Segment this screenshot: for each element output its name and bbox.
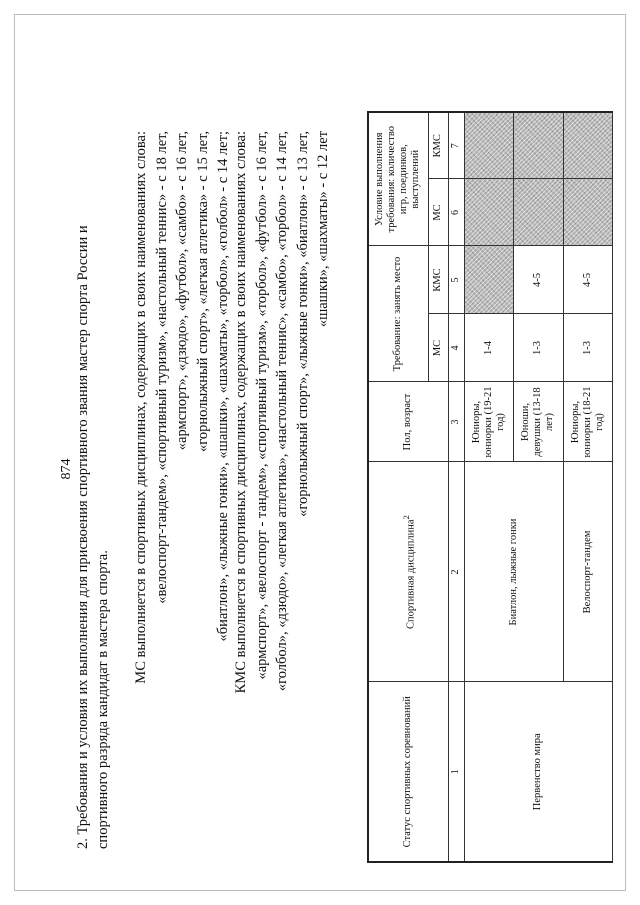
condition-ms-cell — [563, 179, 612, 246]
header-kms: КМС — [428, 246, 448, 314]
column-number: 3 — [448, 382, 464, 462]
header-place-requirement: Требование: занять место — [368, 246, 428, 382]
place-ms-cell: 1-4 — [464, 314, 513, 382]
kms-rule-line: «шашки», «шахматы» - с 12 лет — [315, 131, 331, 328]
header-discipline — [368, 462, 448, 682]
header-ms: МС — [428, 314, 448, 382]
gender-age-cell: Юниоры, юниорки (19-21 год) — [464, 382, 513, 462]
header-gender-age: Пол, возраст — [368, 382, 448, 462]
ms-rule-line: «велоспорт-тандем», «спортивный туризм», «настольный теннис» - с 18 лет, — [153, 131, 170, 604]
header-condition: Условие выполнения требования: количество игр, поединков, выступлений — [368, 112, 428, 246]
rotated-content — [55, 47, 615, 887]
discipline-cell: Велоспорт-тандем — [563, 462, 612, 682]
column-number: 2 — [448, 462, 464, 682]
gender-age-cell: Юноши, девушки (13-18 лет) — [514, 382, 563, 462]
kms-rule-line: КМС выполняется в спортивных дисциплинах, содержащих в своих наименованиях слова: — [233, 131, 249, 694]
ms-rule-line: «биатлон», «лыжные гонки», «шашки», «шахматы», «торбол», «голбол» - с 14 лет; — [215, 131, 231, 642]
column-number: 5 — [448, 246, 464, 314]
column-number: 4 — [448, 314, 464, 382]
header-status: Статус спортивных соревнований — [368, 682, 448, 862]
ms-rule-paragraph — [131, 131, 234, 851]
requirements-table — [367, 111, 613, 863]
condition-ms-cell — [464, 179, 513, 246]
kms-rule-line: «горнолыжный спорт», «лыжные гонки», «биатлон» - с 13 лет, — [294, 131, 311, 517]
condition-ms-cell — [514, 179, 563, 246]
column-number: 6 — [448, 179, 464, 246]
place-kms-cell — [464, 246, 513, 314]
document-page — [14, 14, 626, 891]
section-heading — [73, 209, 113, 849]
discipline-cell: Биатлон, лыжные гонки — [464, 462, 563, 682]
kms-rule-line: «голбол», «дзюдо», «легкая атлетика», «настольный теннис», «самбо», «торбол» - с 14 лет, — [274, 131, 290, 692]
ms-rule-line: «горнолыжный спорт», «легкая атлетика» - с 15 лет, — [194, 131, 211, 452]
header-discipline-text: Спортивная дисциплина — [405, 519, 417, 629]
kms-rule-paragraph — [231, 131, 334, 851]
gender-age-cell: Юниоры, юниорки (18-21 год) — [563, 382, 612, 462]
place-kms-cell: 4-5 — [563, 246, 612, 314]
place-kms-cell: 4-5 — [514, 246, 563, 314]
ms-rule-line: МС выполняется в спортивных дисциплинах, содержащих в своих наименованиях слова: — [133, 131, 149, 684]
place-ms-cell: 1-3 — [514, 314, 563, 382]
column-number: 7 — [448, 112, 464, 179]
status-cell: Первенство мира — [464, 682, 612, 862]
header-cond-ms: МС — [428, 179, 448, 246]
condition-kms-cell — [563, 112, 612, 179]
place-ms-cell: 1-3 — [563, 314, 612, 382]
header-discipline-footnote: 2 — [400, 515, 411, 520]
column-number: 1 — [448, 682, 464, 862]
condition-kms-cell — [514, 112, 563, 179]
ms-rule-line: «армспорт», «дзюдо», «футбол», «самбо» - с 16 лет, — [174, 131, 190, 451]
kms-rule-line: «армспорт», «велоспорт - тандем», «спортивный туризм», «торбол», «футбол» - с 16 лет, — [253, 131, 270, 680]
page-number: 874 — [59, 458, 74, 480]
heading-line-1: 2. Требования и условия их выполнения для присвоения спортивного звания мастер спорта России и — [75, 225, 91, 849]
condition-kms-cell — [464, 112, 513, 179]
heading-line-2: спортивного разряда кандидат в мастера спорта. — [95, 550, 111, 849]
header-cond-kms: КМС — [428, 112, 448, 179]
